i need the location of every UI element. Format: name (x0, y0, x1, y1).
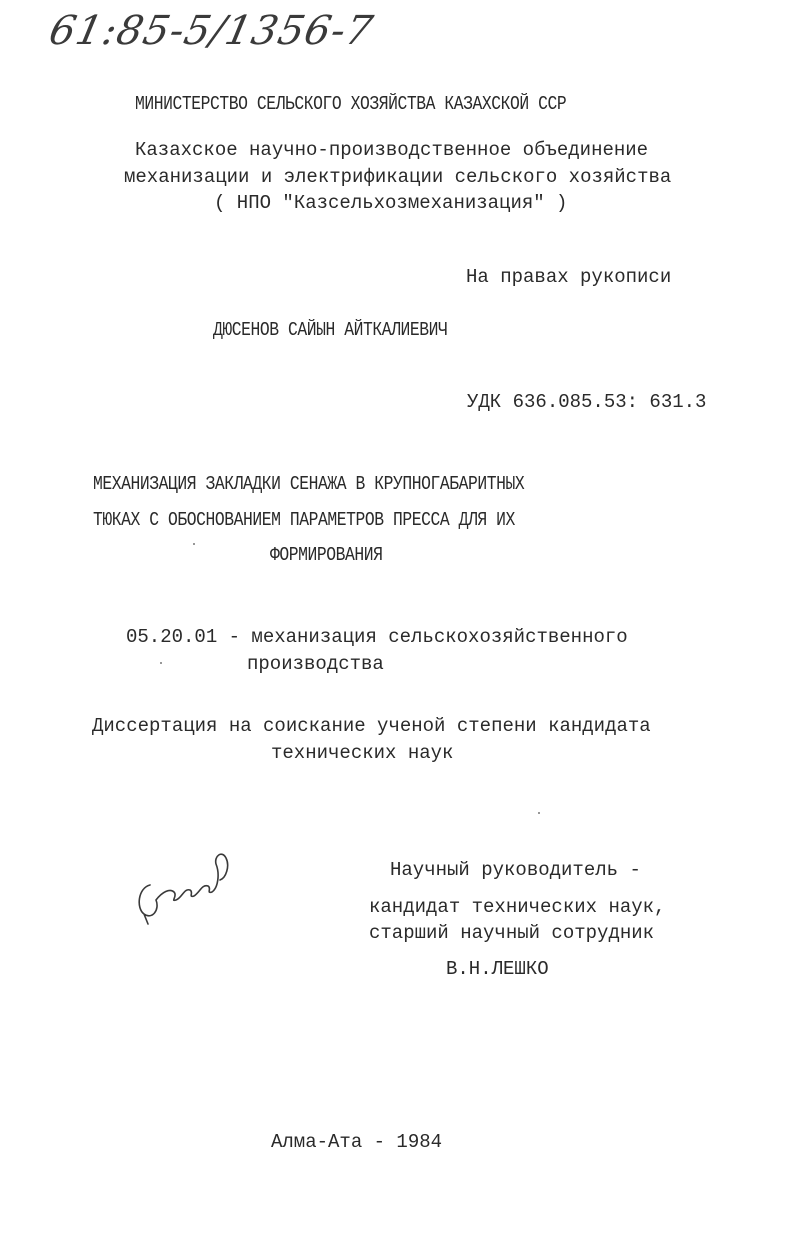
degree-line-2: технических наук (271, 742, 454, 764)
supervisor-degree: кандидат технических наук, (369, 896, 666, 918)
supervisor-name: В.Н.ЛЕШКО (446, 958, 549, 980)
author-name: ДЮСЕНОВ САЙЫН АЙТКАЛИЕВИЧ (213, 319, 448, 341)
supervisor-label: Научный руководитель - (390, 859, 641, 881)
title-line-2: ТЮКАХ С ОБОСНОВАНИЕМ ПАРАМЕТРОВ ПРЕССА ДЛЯ ИХ (93, 509, 515, 531)
signature-mark (130, 830, 240, 930)
paper-speck (160, 662, 162, 664)
organization-line-2: механизации и электрификации сельского хозяйства (124, 166, 672, 188)
specialty-line-2: производства (247, 653, 384, 675)
archive-number: 61:85-5/1356-7 (45, 8, 378, 54)
paper-speck (193, 543, 195, 545)
specialty-code-line: 05.20.01 - механизация сельскохозяйственного (126, 626, 628, 648)
ministry-heading: МИНИСТЕРСТВО СЕЛЬСКОГО ХОЗЯЙСТВА КАЗАХСКОЙ ССР (135, 93, 567, 115)
supervisor-position: старший научный сотрудник (369, 922, 655, 944)
manuscript-rights: На правах рукописи (466, 266, 672, 288)
title-line-3: ФОРМИРОВАНИЯ (270, 544, 383, 566)
title-line-1: МЕХАНИЗАЦИЯ ЗАКЛАДКИ СЕНАЖА В КРУПНОГАБАРИТНЫХ (93, 473, 525, 495)
organization-line-1: Казахское научно-производственное объединение (135, 139, 649, 161)
degree-line-1: Диссертация на соискание ученой степени кандидата (92, 715, 651, 737)
city-year-footer: Алма-Ата - 1984 (271, 1131, 443, 1153)
udc-code: УДК 636.085.53: 631.3 (467, 391, 707, 413)
paper-speck (538, 812, 540, 814)
organization-line-3: ( НПО "Казсельхозмеханизация" ) (214, 192, 568, 214)
